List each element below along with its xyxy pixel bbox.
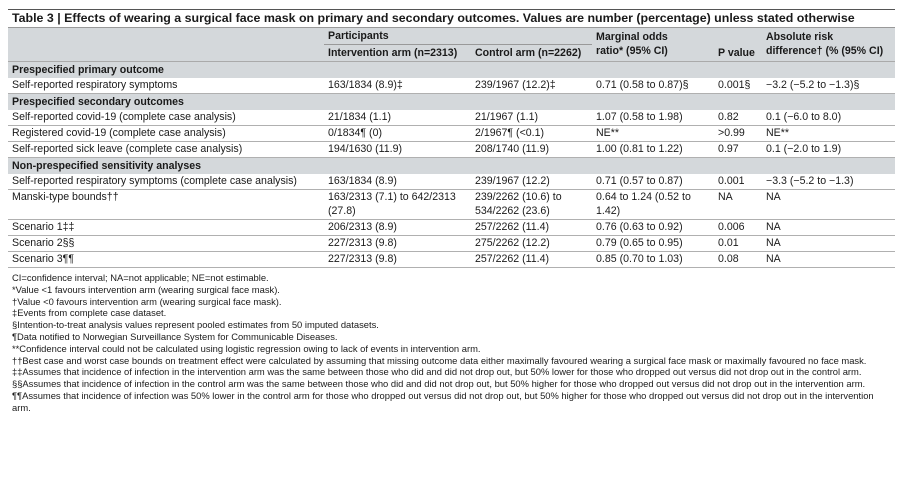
table-row bbox=[8, 174, 895, 190]
footnote: **Confidence interval could not be calculated using logistic regression owing to lack of events in intervention arm. bbox=[12, 342, 481, 354]
outcome-cell: Self-reported covid-19 (complete case analysis) bbox=[8, 110, 324, 126]
intervention-cell: 163/1834 (8.9)‡ bbox=[324, 78, 471, 94]
p-value-cell: 0.82 bbox=[714, 110, 762, 126]
risk-difference-cell: NA bbox=[762, 190, 895, 220]
outcome-cell: Self-reported sick leave (complete case analysis) bbox=[8, 142, 324, 158]
intervention-cell: 227/2313 (9.8) bbox=[324, 252, 471, 268]
intervention-cell: 194/1630 (11.9) bbox=[324, 142, 471, 158]
outcome-cell: Self-reported respiratory symptoms (complete case analysis) bbox=[8, 174, 324, 190]
control-cell: 2/1967¶ (<0.1) bbox=[471, 126, 592, 142]
risk-difference-cell: NA bbox=[762, 236, 895, 252]
section-header bbox=[8, 94, 895, 111]
risk-difference-cell: −3.2 (−5.2 to −1.3)§ bbox=[762, 78, 895, 94]
intervention-cell: 0/1834¶ (0) bbox=[324, 126, 471, 142]
table-row bbox=[8, 126, 895, 142]
table-row bbox=[8, 110, 895, 126]
intervention-cell: 227/2313 (9.8) bbox=[324, 236, 471, 252]
section-label: Prespecified primary outcome bbox=[8, 62, 895, 79]
outcome-cell: Scenario 1‡‡ bbox=[8, 220, 324, 236]
footnote: *Value <1 favours intervention arm (wearing surgical face mask). bbox=[12, 283, 280, 295]
control-cell: 21/1967 (1.1) bbox=[471, 110, 592, 126]
footnote: §§Assumes that incidence of infection in the control arm was the same between those who did and did not drop out, but 50% higher for those who dropped out versus did not drop out in the intervention arm. bbox=[12, 378, 866, 390]
outcome-cell: Registered covid-19 (complete case analysis) bbox=[8, 126, 324, 142]
footnote: ‡‡Assumes that incidence of infection in the intervention arm was the same between those who did and did not drop out, but 50% lower for those who dropped out versus did not drop out in the control arm. bbox=[12, 366, 862, 378]
odds-ratio-header: Marginal odds ratio* (95% CI) bbox=[592, 28, 714, 62]
risk-difference-cell: NE** bbox=[762, 126, 895, 142]
p-value-cell: >0.99 bbox=[714, 126, 762, 142]
intervention-cell: 163/1834 (8.9) bbox=[324, 174, 471, 190]
p-value-header: P value bbox=[714, 28, 762, 62]
section-label: Prespecified secondary outcomes bbox=[8, 94, 895, 111]
footnote: ‡Events from complete case dataset. bbox=[12, 307, 167, 319]
intervention-arm-header: Intervention arm (n=2313) bbox=[324, 45, 471, 62]
risk-difference-cell: −3.3 (−5.2 to −1.3) bbox=[762, 174, 895, 190]
p-value-cell: 0.001 bbox=[714, 174, 762, 190]
control-cell: 257/2262 (11.4) bbox=[471, 252, 592, 268]
control-arm-header: Control arm (n=2262) bbox=[471, 45, 592, 62]
table-row bbox=[8, 78, 895, 94]
risk-difference-cell: NA bbox=[762, 252, 895, 268]
footnote: ¶¶Assumes that incidence of infection was 50% lower in the control arm for those who dropped out versus did not drop out, but 50% higher for those who dropped out versus did not drop out in the intervention arm. bbox=[12, 389, 874, 413]
intervention-cell: 206/2313 (8.9) bbox=[324, 220, 471, 236]
participants-header: Participants bbox=[324, 28, 592, 45]
footnote: CI=confidence interval; NA=not applicable; NE=not estimable. bbox=[12, 272, 269, 283]
risk-difference-cell: 0.1 (−6.0 to 8.0) bbox=[762, 110, 895, 126]
p-value-cell: 0.97 bbox=[714, 142, 762, 158]
p-value-cell: 0.001§ bbox=[714, 78, 762, 94]
p-value-cell: 0.006 bbox=[714, 220, 762, 236]
footnote: ¶Data notified to Norwegian Surveillance System for Communicable Diseases. bbox=[12, 330, 338, 342]
odds-ratio-cell: 0.85 (0.70 to 1.03) bbox=[592, 252, 714, 268]
risk-difference-header: Absolute risk difference† (% (95% CI) bbox=[762, 28, 895, 62]
outcome-cell: Scenario 2§§ bbox=[8, 236, 324, 252]
section-label: Non-prespecified sensitivity analyses bbox=[8, 158, 895, 175]
intervention-cell: 163/2313 (7.1) to 642/2313 (27.8) bbox=[324, 190, 471, 220]
table-row bbox=[8, 236, 895, 252]
odds-ratio-cell: NE** bbox=[592, 126, 714, 142]
section-header bbox=[8, 158, 895, 175]
control-cell: 275/2262 (12.2) bbox=[471, 236, 592, 252]
table-title: Table 3 | Effects of wearing a surgical face mask on primary and secondary outcomes. Values are number (percentage) unless stated otherwise bbox=[8, 9, 895, 28]
odds-ratio-cell: 1.07 (0.58 to 1.98) bbox=[592, 110, 714, 126]
control-cell: 257/2262 (11.4) bbox=[471, 220, 592, 236]
odds-ratio-cell: 0.76 (0.63 to 0.92) bbox=[592, 220, 714, 236]
risk-difference-cell: NA bbox=[762, 220, 895, 236]
table-body bbox=[8, 62, 895, 268]
section-header bbox=[8, 62, 895, 79]
table-row bbox=[8, 142, 895, 158]
odds-ratio-cell: 0.71 (0.57 to 0.87) bbox=[592, 174, 714, 190]
control-cell: 239/2262 (10.6) to 534/2262 (23.6) bbox=[471, 190, 592, 220]
table-figure bbox=[8, 9, 895, 414]
table-row bbox=[8, 220, 895, 236]
footnote: ††Best case and worst case bounds on treatment effect were calculated by assuming that missing outcome data either maximally favoured wearing a surgical face mask or maximally favoured no face mask. bbox=[12, 354, 867, 366]
outcome-cell: Manski-type bounds†† bbox=[8, 190, 324, 220]
table-row bbox=[8, 252, 895, 268]
odds-ratio-cell: 0.79 (0.65 to 0.95) bbox=[592, 236, 714, 252]
footnotes bbox=[8, 268, 895, 414]
control-cell: 239/1967 (12.2) bbox=[471, 174, 592, 190]
risk-difference-cell: 0.1 (−2.0 to 1.9) bbox=[762, 142, 895, 158]
control-cell: 239/1967 (12.2)‡ bbox=[471, 78, 592, 94]
odds-ratio-cell: 0.64 to 1.24 (0.52 to 1.42) bbox=[592, 190, 714, 220]
odds-ratio-cell: 0.71 (0.58 to 0.87)§ bbox=[592, 78, 714, 94]
p-value-cell: 0.08 bbox=[714, 252, 762, 268]
odds-ratio-cell: 1.00 (0.81 to 1.22) bbox=[592, 142, 714, 158]
footnote: †Value <0 favours intervention arm (wearing surgical face mask). bbox=[12, 295, 282, 307]
p-value-cell: 0.01 bbox=[714, 236, 762, 252]
results-table bbox=[8, 28, 895, 268]
table-row bbox=[8, 190, 895, 220]
intervention-cell: 21/1834 (1.1) bbox=[324, 110, 471, 126]
outcome-cell: Scenario 3¶¶ bbox=[8, 252, 324, 268]
control-cell: 208/1740 (11.9) bbox=[471, 142, 592, 158]
footnote: §Intention-to-treat analysis values represent pooled estimates from 50 imputed datasets. bbox=[12, 319, 379, 331]
outcome-cell: Self-reported respiratory symptoms bbox=[8, 78, 324, 94]
p-value-cell: NA bbox=[714, 190, 762, 220]
